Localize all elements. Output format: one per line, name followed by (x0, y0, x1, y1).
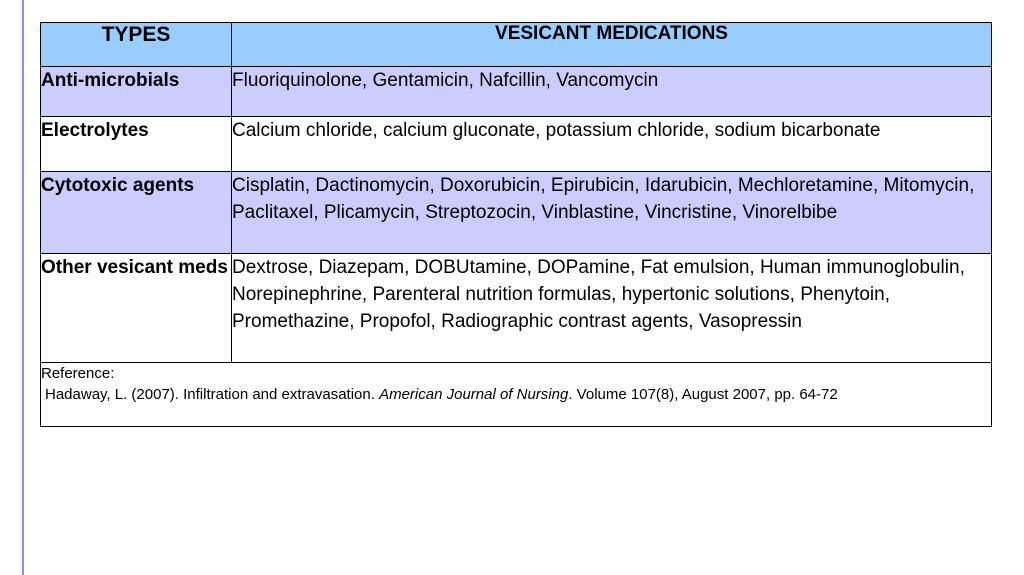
header-vesicant-medications: VESICANT MEDICATIONS (232, 23, 992, 67)
reference-label: Reference: (41, 365, 115, 382)
type-cell: Electrolytes (41, 117, 232, 172)
medications-cell: Fluoriquinolone, Gentamicin, Nafcillin, Vancomycin (232, 67, 992, 117)
table-row (41, 254, 992, 363)
table-row (41, 67, 992, 117)
reference-citation (41, 384, 991, 405)
citation-details: . Volume 107(8), August 2007, pp. 64-72 (568, 386, 838, 403)
header-types: TYPES (41, 23, 232, 67)
reference-row (41, 363, 992, 427)
reference-cell (41, 363, 992, 427)
medications-cell: Dextrose, Diazepam, DOBUtamine, DOPamine, Fat emulsion, Human immunoglobulin, Norepinephrine, Parenteral nutrition formulas, hypertonic solutions, Phenytoin, Promethazine, Propofol, Radiographic contrast agents, Vasopressin (232, 254, 992, 363)
medications-cell: Cisplatin, Dactinomycin, Doxorubicin, Epirubicin, Idarubicin, Mechloretamine, Mitomycin, Paclitaxel, Plicamycin, Streptozocin, Vinblastine, Vincristine, Vinorelbibe (232, 172, 992, 254)
medications-cell: Calcium chloride, calcium gluconate, potassium chloride, sodium bicarbonate (232, 117, 992, 172)
journal-title: American Journal of Nursing (379, 386, 569, 403)
type-cell: Anti-microbials (41, 67, 232, 117)
table-row (41, 117, 992, 172)
table-row (41, 172, 992, 254)
citation-text: Hadaway, L. (2007). Infiltration and extravasation. (45, 386, 375, 403)
left-divider-line (22, 0, 24, 575)
type-cell: Other vesicant meds (41, 254, 232, 363)
table-header-row (41, 23, 992, 67)
type-cell: Cytotoxic agents (41, 172, 232, 254)
vesicant-medications-table (40, 22, 992, 427)
